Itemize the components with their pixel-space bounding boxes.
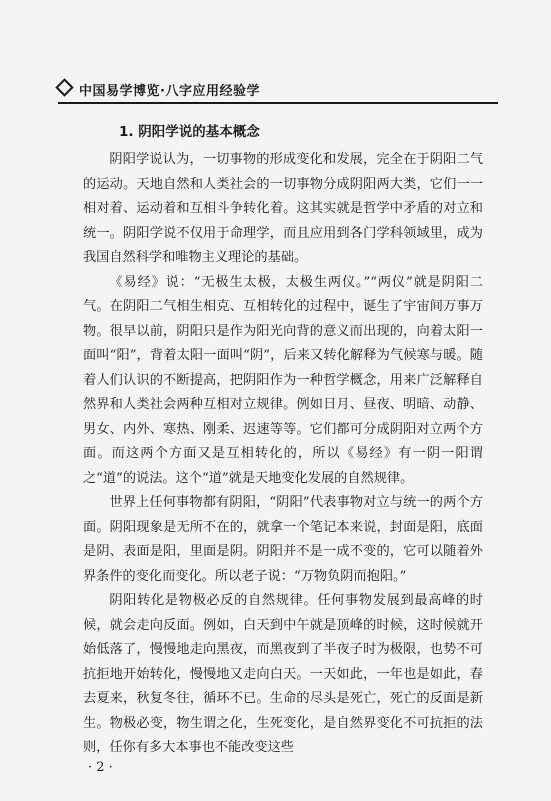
page-body [83, 120, 483, 761]
paragraph: 《易经》说：“无极生太极，太极生两仪。”“两仪”就是阴阳二气。在阴阳二气相生相克、互相转化的过程中，诞生了宇宙间万事万物。很早以前，阴阳只是作为阳光向背的意义而出现的，向着太阳一面叫“阳”，背着太阳一面叫“阴”，后来又转化解释为气候寒与暖。随着人们认识的不断提高，把阴阳作为一种哲学概念，用来广泛解释自然界和人类社会两种互相对立规律。例如日月、昼夜、明暗、动静、男女、内外、寒热、刚柔、迟速等等。它们都可分成阴阳对立两个方面。而这两个方面又是互相转化的，所以《易经》有一阴一阳谓之“道”的说法。这个“道”就是天地变化发展的自然规律。 [83, 274, 483, 486]
header-rule [58, 102, 498, 104]
paragraph: 世界上任何事物都有阴阳，“阴阳”代表事物对立与统一的两个方面。阴阳现象是无所不在的，就拿一个笔记本来说，封面是阳，底面是阴、表面是阳，里面是阴。阴阳并不是一成不变的，它可以随着外界条件的变化而变化。所以老子说：“万物负阴而抱阳。” [83, 495, 483, 584]
paragraph: 阴阳转化是物极必反的自然规律。任何事物发展到最高峰的时候，就会走向反面。例如，白天到中午就是顶峰的时候，这时候就开始低落了，慢慢地走向黑夜，而黑夜到了半夜子时为极限，也势不可抗拒地开始转化，慢慢地又走向白天。一天如此，一年也是如此，春去夏来，秋复冬往，循环不已。生命的尽头是死亡，死亡的反面是新生。物极必变，物生谓之化，生死变化，是自然界变化不可抗拒的法则，任你有多大本事也不能改变这些 [83, 593, 483, 755]
page-number: · 2 · [88, 760, 113, 775]
diamond-icon [55, 78, 73, 96]
section-heading: 1. 阴阳学说的基本概念 [119, 124, 260, 140]
header-title: 中国易学博览·八字应用经验学 [79, 84, 260, 99]
running-header [58, 80, 498, 99]
paragraph: 阴阳学说认为，一切事物的形成变化和发展，完全在于阴阳二气的运动。天地自然和人类社会的一切事物分成阴阳两大类，它们一一相对着、运动着和互相斗争转化着。这其实就是哲学中矛盾的对立和统一。阴阳学说不仅用于命理学，而且应用到各门学科领域里，成为我国自然科学和唯物主义理论的基础。 [83, 152, 483, 265]
